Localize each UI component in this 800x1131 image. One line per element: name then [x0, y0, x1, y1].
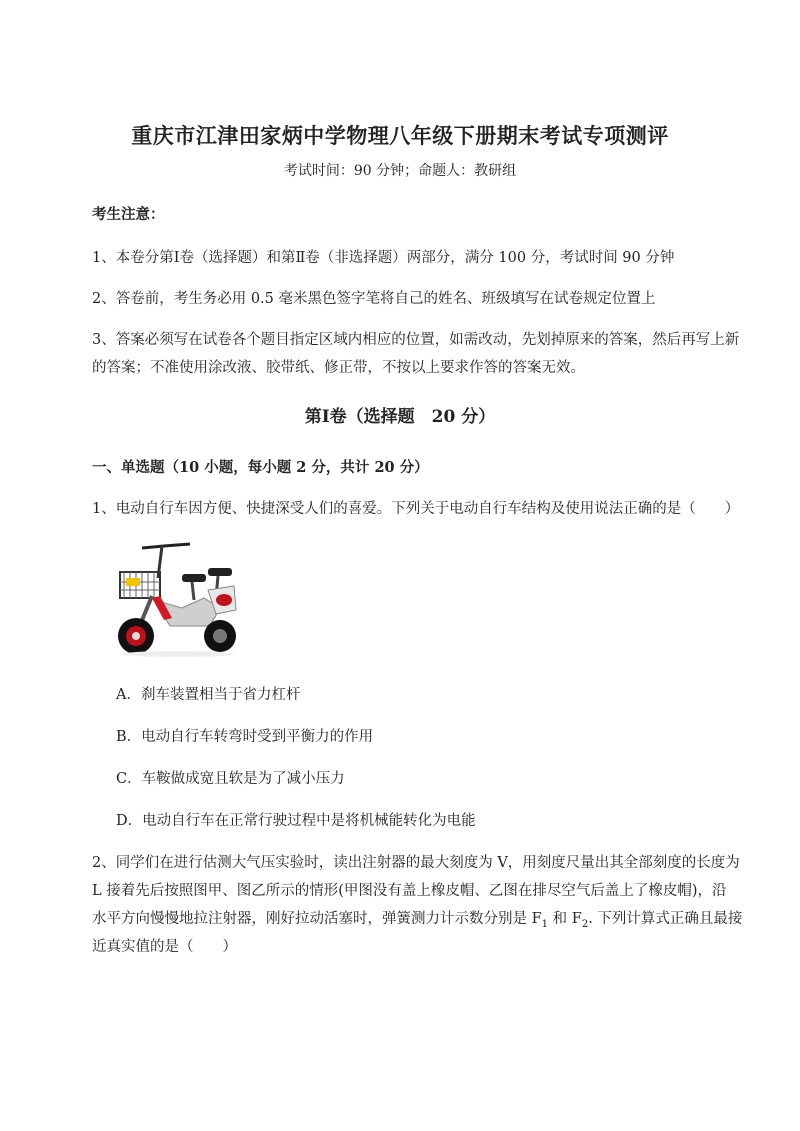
- question-2-line2: L 接着先后按照图甲、图乙所示的情形(甲图没有盖上橡皮帽、乙图在排尽空气后盖上了橡皮帽)，沿: [92, 883, 727, 899]
- part-heading: 一、单选题（10 小题，每小题 2 分，共计 20 分）: [92, 459, 429, 476]
- notice-item-2: 2、答卷前，考生务必用 0.5 毫米黑色签字笔将自己的姓名、班级填写在试卷规定位置上: [92, 291, 656, 307]
- question-2-line3-b: 和 F: [548, 911, 582, 927]
- question-2-line3-a: 水平方向慢慢地拉注射器，刚好拉动活塞时，弹簧测力计示数分别是 F: [92, 911, 542, 927]
- question-2-line4: 近真实值的是（ ）: [92, 939, 237, 955]
- exam-info: 考试时间：90 分钟；命题人：教研组: [283, 163, 517, 179]
- question-2-line3-c: . 下列计算式正确且最接: [588, 911, 743, 927]
- question-1-option-a: A．刹车装置相当于省力杠杆: [116, 687, 301, 703]
- subscript-1: 1: [541, 918, 549, 930]
- section-title: 第Ⅰ卷（选择题 20 分）: [304, 407, 496, 427]
- notice-item-3-line1: 3、答案必须写在试卷各个题目指定区域内相应的位置，如需改动，先划掉原来的答案，然后再写上新: [92, 332, 740, 348]
- question-2-line3: [92, 907, 782, 930]
- notice-heading: 考生注意：: [92, 206, 165, 223]
- electric-bike-image: [112, 538, 242, 658]
- notice-item-1: 1、本卷分第Ⅰ卷（选择题）和第Ⅱ卷（非选择题）两部分，满分 100 分，考试时间 90 分钟: [92, 250, 675, 266]
- notice-item-3-line2: 的答案；不准使用涂改液、胶带纸、修正带，不按以上要求作答的答案无效。: [92, 360, 585, 376]
- question-1-option-c: C．车鞍做成宽且软是为了减小压力: [116, 771, 345, 787]
- question-1-stem: 1、电动自行车因方便、快捷深受人们的喜爱。下列关于电动自行车结构及使用说法正确的是（ ）: [92, 501, 740, 517]
- question-1-option-b: B．电动自行车转弯时受到平衡力的作用: [116, 729, 374, 745]
- question-1-option-d: D．电动自行车在正常行驶过程中是将机械能转化为电能: [116, 813, 476, 829]
- page-title: 重庆市江津田家炳中学物理八年级下册期末考试专项测评: [131, 123, 669, 148]
- subscript-2: 2: [581, 918, 589, 930]
- question-2-line1: 2、同学们在进行估测大气压实验时，读出注射器的最大刻度为 V，用刻度尺量出其全部刻度的长度为: [92, 855, 740, 871]
